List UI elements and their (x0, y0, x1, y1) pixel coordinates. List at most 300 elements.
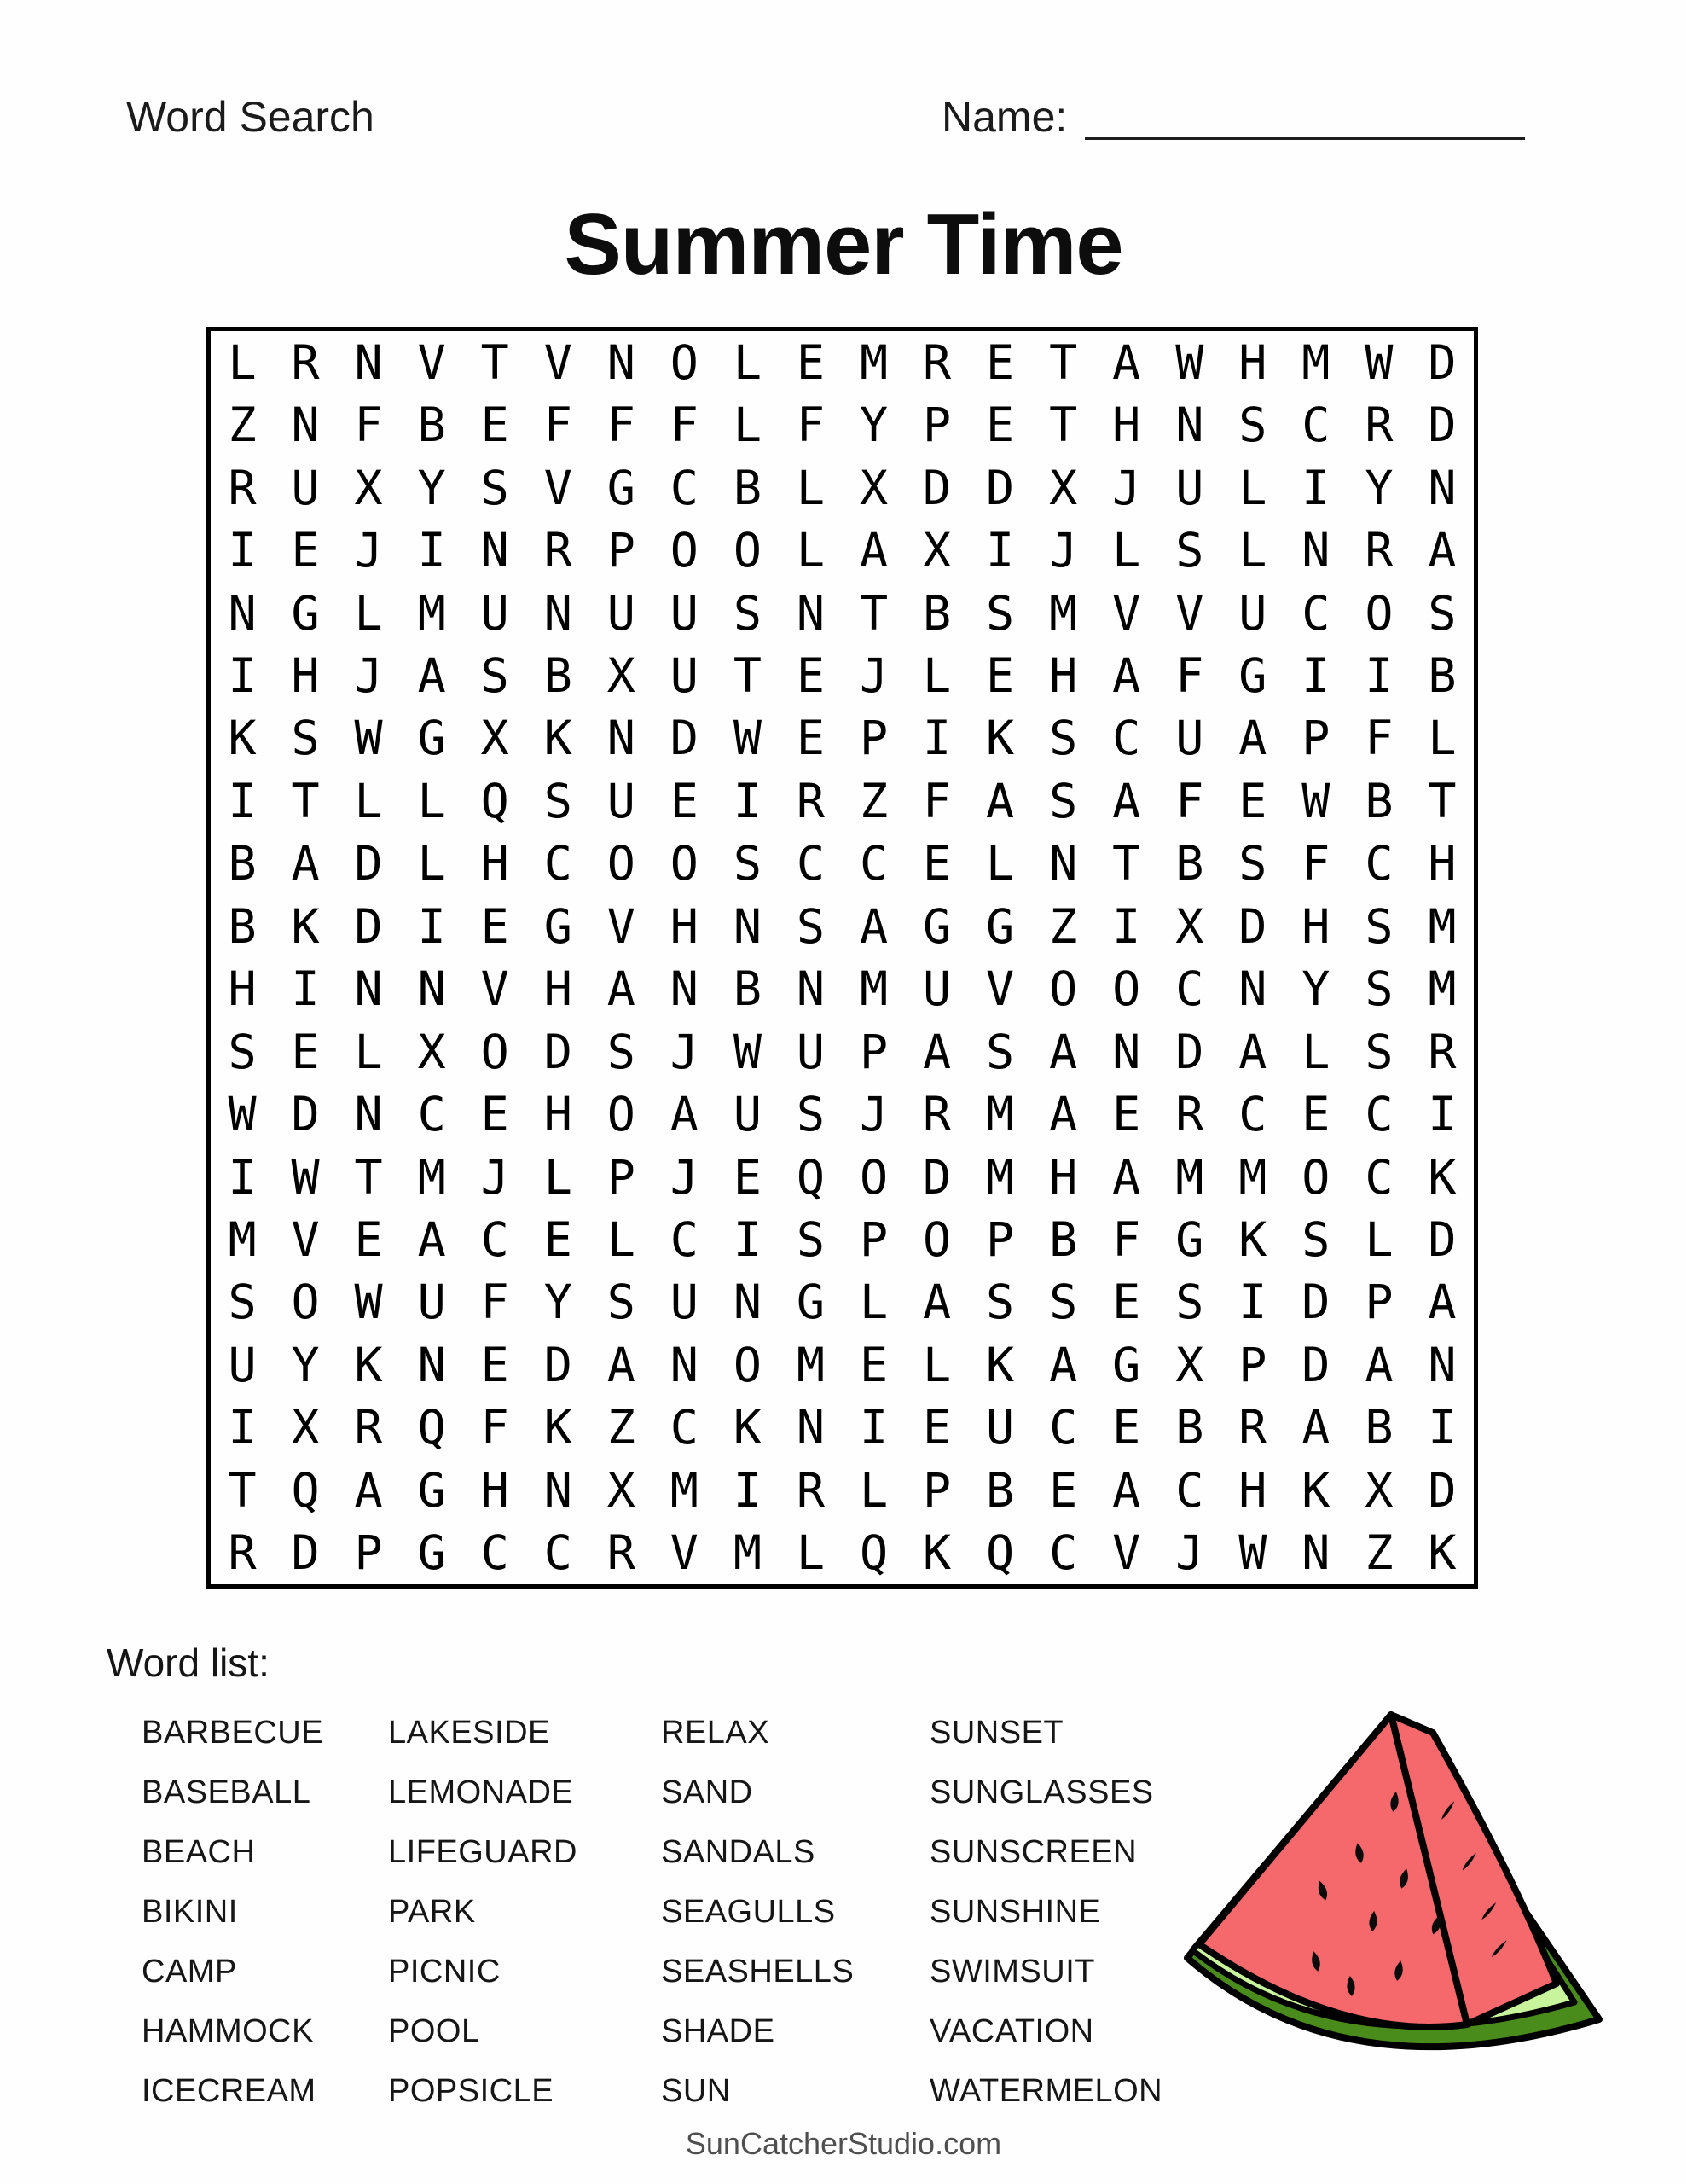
grid-cell: D (923, 460, 952, 515)
grid-cell: I (1301, 460, 1330, 515)
grid-cell: B (1365, 773, 1394, 828)
grid-cell: W (1365, 334, 1394, 390)
grid-cell: T (1112, 836, 1141, 892)
grid-cell: L (859, 1275, 889, 1330)
grid-cell: X (354, 460, 383, 515)
word-list-item: PICNIC (388, 1954, 501, 1989)
grid-cell: T (1049, 334, 1078, 390)
grid-cell: S (986, 585, 1015, 641)
grid-cell: S (1301, 1212, 1330, 1268)
grid-cell: O (1365, 585, 1394, 641)
grid-cell: Z (606, 1400, 635, 1455)
grid-cell: R (228, 1525, 257, 1581)
grid-cell: A (923, 1024, 952, 1079)
grid-cell: X (859, 460, 889, 515)
grid-cell: C (796, 836, 826, 892)
grid-cell: A (606, 961, 635, 1017)
grid-cell: W (354, 1275, 383, 1330)
grid-cell: U (291, 460, 320, 515)
grid-cell: H (1049, 648, 1078, 703)
grid-cell: C (670, 1400, 699, 1455)
grid-cell: G (606, 460, 635, 515)
grid-cell: I (733, 1462, 762, 1518)
grid-cell: N (670, 961, 699, 1017)
grid-cell: L (417, 773, 446, 828)
grid-cell: G (417, 1525, 446, 1581)
grid-cell: Z (228, 398, 257, 453)
grid-cell: L (354, 585, 383, 641)
grid-cell: D (1428, 334, 1457, 390)
word-list-column (930, 1706, 1162, 2124)
grid-cell: F (480, 1275, 509, 1330)
grid-cell: R (1238, 1400, 1267, 1455)
grid-cell: U (228, 1337, 257, 1392)
grid-cell: E (1112, 1400, 1141, 1455)
grid-cell: V (670, 1525, 699, 1581)
grid-cell: K (291, 898, 320, 954)
word-list-label: Word list: (107, 1641, 270, 1685)
grid-cell: K (1428, 1525, 1457, 1581)
grid-cell: I (923, 711, 952, 766)
grid-cell: C (1049, 1400, 1078, 1455)
grid-cell: S (986, 1024, 1015, 1079)
grid-cell: H (291, 648, 320, 703)
grid-cell: C (670, 460, 699, 515)
grid-cell: G (417, 1462, 446, 1518)
grid-cell: A (1428, 1275, 1457, 1330)
grid-cell: H (480, 836, 509, 892)
grid-cell: N (354, 334, 383, 390)
word-list-column (388, 1706, 577, 2124)
grid-cell: F (606, 398, 635, 453)
grid-cell: E (986, 334, 1015, 390)
grid-cell: L (1112, 523, 1141, 578)
grid-cell: S (1049, 773, 1078, 828)
grid-cell: Q (986, 1525, 1015, 1581)
grid-cell: E (796, 334, 826, 390)
word-list-item: SHADE (661, 2013, 775, 2049)
grid-cell: G (1112, 1337, 1141, 1392)
grid-cell: P (1238, 1337, 1267, 1392)
word-list-item: SEAGULLS (661, 1894, 836, 1930)
grid-cell: O (606, 836, 635, 892)
grid-cell: X (1049, 460, 1078, 515)
grid-cell: S (291, 711, 320, 766)
grid-cell: E (480, 898, 509, 954)
grid-cell: H (1049, 1149, 1078, 1205)
grid-cell: U (670, 648, 699, 703)
word-list-item: POPSICLE (388, 2073, 554, 2109)
grid-cell: I (1428, 1400, 1457, 1455)
word-list-item: BIKINI (142, 1894, 238, 1930)
grid-cell: Z (1365, 1525, 1394, 1581)
grid-cell: S (1428, 585, 1457, 641)
grid-cell: O (1049, 961, 1078, 1017)
grid-cell: L (354, 1024, 383, 1079)
grid-cell: V (606, 898, 635, 954)
grid-cell: K (354, 1337, 383, 1392)
grid-cell: V (480, 961, 509, 1017)
grid-cell: T (480, 334, 509, 390)
grid-cell: B (733, 460, 762, 515)
grid-cell: D (1428, 1462, 1457, 1518)
grid-cell: T (228, 1462, 257, 1518)
grid-cell: L (228, 334, 257, 390)
grid-cell: L (1365, 1212, 1394, 1268)
grid-cell: K (986, 711, 1015, 766)
grid-cell: E (291, 523, 320, 578)
grid-cell: U (986, 1400, 1015, 1455)
grid-cell: T (1049, 398, 1078, 453)
grid-cell: H (480, 1462, 509, 1518)
grid-cell: M (733, 1525, 762, 1581)
grid-cell: N (228, 585, 257, 641)
grid-cell: S (796, 1087, 826, 1142)
grid-cell: Y (291, 1337, 320, 1392)
grid-cell: G (543, 898, 572, 954)
word-list-item: SUNGLASSES (930, 1774, 1154, 1810)
grid-cell: N (1238, 961, 1267, 1017)
grid-cell: A (986, 773, 1015, 828)
grid-cell: K (986, 1337, 1015, 1392)
worksheet-type-label: Word Search (126, 93, 374, 141)
grid-cell: A (1238, 711, 1267, 766)
grid-cell: S (480, 460, 509, 515)
grid-cell: O (606, 1087, 635, 1142)
grid-cell: U (1175, 460, 1204, 515)
grid-cell: M (1238, 1149, 1267, 1205)
grid-cell: J (670, 1149, 699, 1205)
grid-cell: O (670, 836, 699, 892)
grid-cell: W (1175, 334, 1204, 390)
grid-cell: T (354, 1149, 383, 1205)
word-list-item: BARBECUE (142, 1715, 324, 1751)
grid-cell: E (1301, 1087, 1330, 1142)
grid-cell: J (670, 1024, 699, 1079)
word-list-item: BEACH (142, 1834, 256, 1870)
word-list-column (661, 1706, 854, 2124)
grid-cell: C (480, 1525, 509, 1581)
grid-cell: V (1112, 1525, 1141, 1581)
grid-cell: D (670, 711, 699, 766)
grid-cell: U (796, 1024, 826, 1079)
grid-cell: R (923, 334, 952, 390)
grid-cell: N (291, 398, 320, 453)
grid-cell: L (543, 1149, 572, 1205)
grid-cell: Q (291, 1462, 320, 1518)
grid-cell: F (1365, 711, 1394, 766)
grid-cell: I (986, 523, 1015, 578)
grid-cell: R (354, 1400, 383, 1455)
grid-cell: W (228, 1087, 257, 1142)
name-line (1085, 136, 1525, 140)
grid-cell: L (354, 773, 383, 828)
grid-cell: I (1238, 1275, 1267, 1330)
grid-cell: E (480, 398, 509, 453)
grid-cell: E (670, 773, 699, 828)
grid-cell: R (923, 1087, 952, 1142)
grid-cell: L (923, 648, 952, 703)
grid-cell: O (1301, 1149, 1330, 1205)
grid-cell: C (1175, 961, 1204, 1017)
grid-cell: U (670, 585, 699, 641)
grid-cell: S (1365, 961, 1394, 1017)
grid-cell: N (606, 334, 635, 390)
grid-cell: N (417, 1337, 446, 1392)
word-list-item: SWIMSUIT (930, 1954, 1095, 1989)
grid-cell: I (1428, 1087, 1457, 1142)
grid-cell: C (1365, 1087, 1394, 1142)
grid-cell: E (986, 398, 1015, 453)
grid-cell: S (1175, 1275, 1204, 1330)
grid-cell: K (1428, 1149, 1457, 1205)
grid-cell: P (859, 1212, 889, 1268)
grid-cell: O (733, 1337, 762, 1392)
grid-cell: D (1428, 1212, 1457, 1268)
grid-cell: L (986, 836, 1015, 892)
grid-cell: S (1238, 398, 1267, 453)
grid-cell: F (1175, 648, 1204, 703)
grid-cell: J (859, 648, 889, 703)
grid-cell: R (1175, 1087, 1204, 1142)
grid-cell: X (923, 523, 952, 578)
grid-cell: H (1428, 836, 1457, 892)
grid-cell: J (354, 523, 383, 578)
grid-cell: L (1238, 460, 1267, 515)
grid-cell: E (733, 1149, 762, 1205)
grid-cell: F (1301, 836, 1330, 892)
grid-cell: U (417, 1275, 446, 1330)
word-list-item: LAKESIDE (388, 1715, 550, 1751)
grid-cell: O (1112, 961, 1141, 1017)
grid-cell: U (480, 585, 509, 641)
grid-cell: U (1175, 711, 1204, 766)
grid-cell: D (354, 898, 383, 954)
word-list-item: POOL (388, 2013, 480, 2049)
grid-cell: I (1112, 898, 1141, 954)
grid-cell: L (1238, 523, 1267, 578)
grid-cell: G (986, 898, 1015, 954)
grid-cell: L (733, 398, 762, 453)
grid-cell: H (228, 961, 257, 1017)
grid-cell: R (228, 460, 257, 515)
grid-cell: S (1049, 711, 1078, 766)
grid-cell: A (1301, 1400, 1330, 1455)
word-list-item: VACATION (930, 2013, 1094, 2049)
grid-cell: B (733, 961, 762, 1017)
grid-cell: G (1175, 1212, 1204, 1268)
word-list-item: SUNSCREEN (930, 1834, 1138, 1870)
grid-cell: J (480, 1149, 509, 1205)
grid-cell: I (228, 1400, 257, 1455)
grid-cell: B (228, 898, 257, 954)
grid-cell: D (923, 1149, 952, 1205)
grid-cell: G (923, 898, 952, 954)
grid-cell: X (291, 1400, 320, 1455)
grid-cell: K (923, 1525, 952, 1581)
grid-cell: R (543, 523, 572, 578)
grid-cell: J (354, 648, 383, 703)
grid-cell: X (606, 648, 635, 703)
grid-cell: N (1428, 460, 1457, 515)
word-list-item: BASEBALL (142, 1774, 311, 1810)
grid-cell: Z (859, 773, 889, 828)
grid-cell: S (543, 773, 572, 828)
grid-cell: X (606, 1462, 635, 1518)
grid-cell: S (733, 836, 762, 892)
grid-cell: E (1112, 1087, 1141, 1142)
grid-cell: A (1112, 1462, 1141, 1518)
grid-cell: M (1428, 961, 1457, 1017)
grid-cell: V (986, 961, 1015, 1017)
grid-cell: A (1112, 648, 1141, 703)
grid-cell: C (1049, 1525, 1078, 1581)
grid-cell: M (796, 1337, 826, 1392)
grid-cell: N (1428, 1337, 1457, 1392)
grid-cell: P (859, 1024, 889, 1079)
grid-cell: I (1301, 648, 1330, 703)
grid-cell: S (228, 1024, 257, 1079)
grid-cell: Y (1301, 961, 1330, 1017)
grid-cell: D (1175, 1024, 1204, 1079)
grid-cell: S (1049, 1275, 1078, 1330)
credit-text: SunCatcherStudio.com (685, 2126, 1002, 2161)
grid-cell: X (480, 711, 509, 766)
grid-cell: A (1112, 773, 1141, 828)
grid-cell: P (606, 1149, 635, 1205)
grid-cell: N (606, 711, 635, 766)
grid-cell: L (417, 836, 446, 892)
grid-cell: K (1238, 1212, 1267, 1268)
word-list-item: SEASHELLS (661, 1954, 855, 1989)
grid-cell: A (670, 1087, 699, 1142)
grid-cell: P (986, 1212, 1015, 1268)
grid-cell: E (354, 1212, 383, 1268)
word-list-item: LIFEGUARD (388, 1834, 577, 1870)
grid-cell: O (670, 523, 699, 578)
grid-cell: Z (1049, 898, 1078, 954)
grid-cell: L (606, 1212, 635, 1268)
grid-cell: S (1238, 836, 1267, 892)
grid-cell: R (1365, 523, 1394, 578)
grid-cell: N (733, 1275, 762, 1330)
grid-cell: B (543, 648, 572, 703)
word-list-item: SANDALS (661, 1834, 815, 1870)
grid-cell: C (1301, 398, 1330, 453)
grid-cell: D (543, 1024, 572, 1079)
grid-cell: L (923, 1337, 952, 1392)
grid-cell: S (606, 1024, 635, 1079)
grid-cell: C (1175, 1462, 1204, 1518)
grid-cell: L (859, 1462, 889, 1518)
grid-cell: D (543, 1337, 572, 1392)
word-list-item: RELAX (661, 1715, 770, 1751)
grid-cell: D (1301, 1275, 1330, 1330)
grid-cell: J (1049, 523, 1078, 578)
grid-cell: P (606, 523, 635, 578)
grid-cell: U (606, 585, 635, 641)
grid-cell: N (1112, 1024, 1141, 1079)
grid-cell: A (417, 648, 446, 703)
grid-cell: E (859, 1337, 889, 1392)
grid-cell: A (923, 1275, 952, 1330)
grid-cell: S (733, 585, 762, 641)
grid-cell: F (670, 398, 699, 453)
grid-cell: E (1112, 1275, 1141, 1330)
grid-cell: P (923, 398, 952, 453)
grid-cell: I (228, 648, 257, 703)
grid-cell: P (859, 711, 889, 766)
grid-cell: R (796, 773, 826, 828)
grid-cell: H (1112, 398, 1141, 453)
grid-cell: U (923, 961, 952, 1017)
grid-cell: A (1428, 523, 1457, 578)
grid-cell: E (480, 1087, 509, 1142)
word-list-item: SUN (661, 2073, 731, 2109)
grid-cell: P (1301, 711, 1330, 766)
word-list-item: SAND (661, 1774, 753, 1810)
grid-cell: W (1238, 1525, 1267, 1581)
grid-cell: U (1238, 585, 1267, 641)
grid-cell: N (733, 898, 762, 954)
grid-cell: B (228, 836, 257, 892)
grid-cell: E (923, 1400, 952, 1455)
grid-cell: V (543, 460, 572, 515)
grid-cell: S (228, 1275, 257, 1330)
grid-cell: V (291, 1212, 320, 1268)
grid-cell: N (543, 585, 572, 641)
grid-cell: F (543, 398, 572, 453)
grid-cell: L (796, 523, 826, 578)
grid-cell: A (859, 898, 889, 954)
grid-cell: Y (417, 460, 446, 515)
grid-cell: N (417, 961, 446, 1017)
grid-cell: H (1238, 1462, 1267, 1518)
grid-cell: F (796, 398, 826, 453)
word-list-item: PARK (388, 1894, 476, 1930)
grid-cell: V (1175, 585, 1204, 641)
grid-cell: J (1175, 1525, 1204, 1581)
grid-cell: X (1175, 898, 1204, 954)
grid-cell: F (480, 1400, 509, 1455)
grid-cell: E (796, 711, 826, 766)
grid-cell: R (606, 1525, 635, 1581)
grid-cell: M (228, 1212, 257, 1268)
watermelon-slice-illustration (1184, 1702, 1674, 2069)
grid-cell: Q (480, 773, 509, 828)
grid-cell: Q (417, 1400, 446, 1455)
grid-cell: F (923, 773, 952, 828)
puzzle-title: Summer Time (564, 197, 1123, 293)
grid-cell: H (1301, 898, 1330, 954)
grid-cell: N (354, 1087, 383, 1142)
word-list-item: LEMONADE (388, 1774, 574, 1810)
grid-cell: B (1175, 836, 1204, 892)
grid-cell: T (859, 585, 889, 641)
grid-cell: W (1301, 773, 1330, 828)
grid-cell: P (923, 1462, 952, 1518)
grid-cell: P (354, 1525, 383, 1581)
grid-cell: I (417, 523, 446, 578)
grid-cell: A (859, 523, 889, 578)
grid-cell: U (670, 1275, 699, 1330)
grid-cell: C (543, 836, 572, 892)
grid-cell: N (1301, 523, 1330, 578)
grid-cell: N (796, 1400, 826, 1455)
word-list-item: CAMP (142, 1954, 237, 1989)
grid-cell: L (733, 334, 762, 390)
grid-cell: B (417, 398, 446, 453)
